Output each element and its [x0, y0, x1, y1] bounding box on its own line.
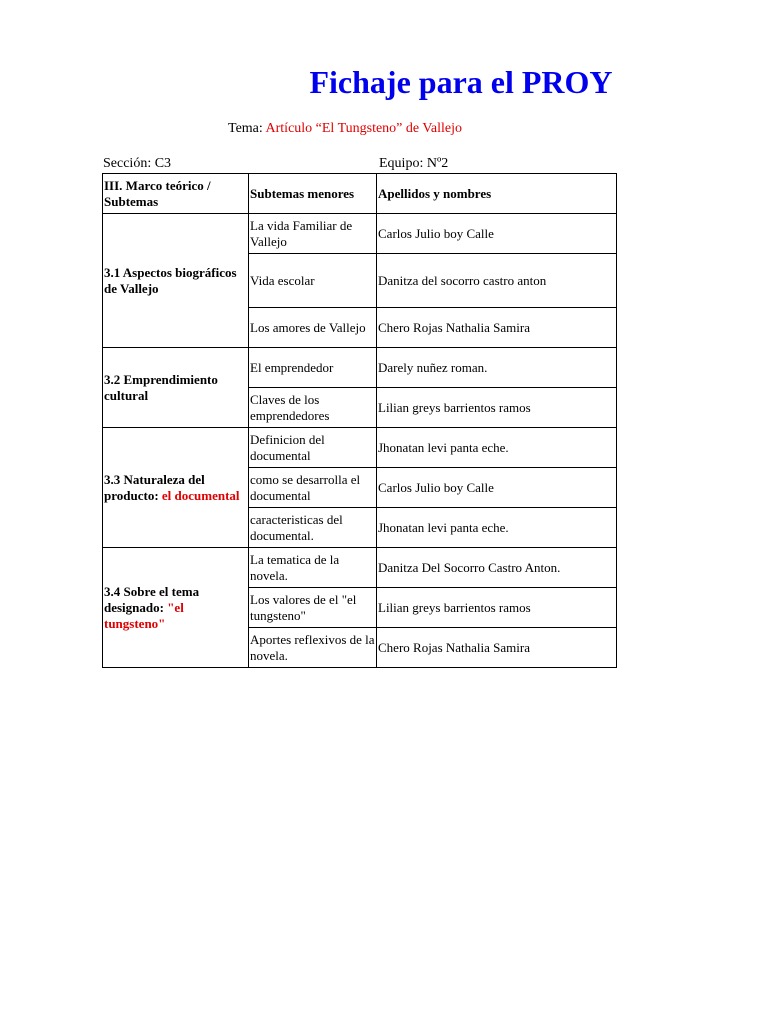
subtema-cell: El emprendedor: [249, 348, 377, 388]
nombre-cell: Jhonatan levi panta eche.: [377, 508, 617, 548]
nombre-cell: Darely nuñez roman.: [377, 348, 617, 388]
nombre-cell: Danitza Del Socorro Castro Anton.: [377, 548, 617, 588]
table-row: [103, 548, 617, 588]
nombre-cell: Chero Rojas Nathalia Samira: [377, 308, 617, 348]
subtema-cell: Los valores de el "el tungsteno": [249, 588, 377, 628]
table-row: [103, 214, 617, 254]
page-title: [0, 64, 768, 101]
subtema-cell: La vida Familiar de Vallejo: [249, 214, 377, 254]
nombre-cell: Carlos Julio boy Calle: [377, 468, 617, 508]
tema-line: [228, 121, 462, 137]
seccion-label: Sección: C3: [103, 156, 172, 171]
table-row: [103, 428, 617, 468]
header-marco-teorico: III. Marco teórico / Subtemas: [103, 174, 249, 214]
header-subtemas-menores: Subtemas menores: [249, 174, 377, 214]
subtema-cell: Claves de los emprendedores: [249, 388, 377, 428]
table-header-row: [103, 174, 617, 214]
header-apellidos-nombres: Apellidos y nombres: [377, 174, 617, 214]
section-label-3-2: [103, 348, 249, 428]
subtema-cell: Definicion del documental: [249, 428, 377, 468]
subtema-cell: Los amores de Vallejo: [249, 308, 377, 348]
section-label-text: 3.4 Sobre el tema designado:: [104, 583, 200, 615]
nombre-cell: Carlos Julio boy Calle: [377, 214, 617, 254]
subtema-cell: Aportes reflexivos de la novela.: [249, 628, 377, 668]
subtema-cell: La tematica de la novela.: [249, 548, 377, 588]
section-label-3-3: [103, 428, 249, 548]
subtema-cell: como se desarrolla el documental: [249, 468, 377, 508]
nombre-cell: Lilian greys barrientos ramos: [377, 588, 617, 628]
page-title-text: Fichaje para el PROY: [309, 64, 613, 100]
table-row: [103, 348, 617, 388]
nombre-cell: Danitza del socorro castro anton: [377, 254, 617, 308]
nombre-cell: Chero Rojas Nathalia Samira: [377, 628, 617, 668]
section-label-text: 3.1 Aspectos biográficos de Vallejo: [104, 264, 237, 296]
subtema-cell: caracteristicas del documental.: [249, 508, 377, 548]
nombre-cell: Jhonatan levi panta eche.: [377, 428, 617, 468]
section-label-text: 3.2 Emprendimiento cultural: [104, 371, 218, 403]
tema-label: Tema:: [228, 121, 263, 136]
section-label-3-1: [103, 214, 249, 348]
section-label-highlight: "el tungsteno": [104, 599, 184, 631]
subtema-cell: Vida escolar: [249, 254, 377, 308]
section-label-text: 3.3 Naturaleza del producto:: [104, 471, 205, 503]
section-label-highlight: el documental: [161, 487, 240, 503]
nombre-cell: Lilian greys barrientos ramos: [377, 388, 617, 428]
tema-value: Artículo “El Tungsteno” de Vallejo: [265, 121, 463, 136]
fichaje-table: [102, 173, 617, 668]
section-label-3-4: [103, 548, 249, 668]
equipo-label: Equipo: Nº2: [379, 156, 449, 171]
